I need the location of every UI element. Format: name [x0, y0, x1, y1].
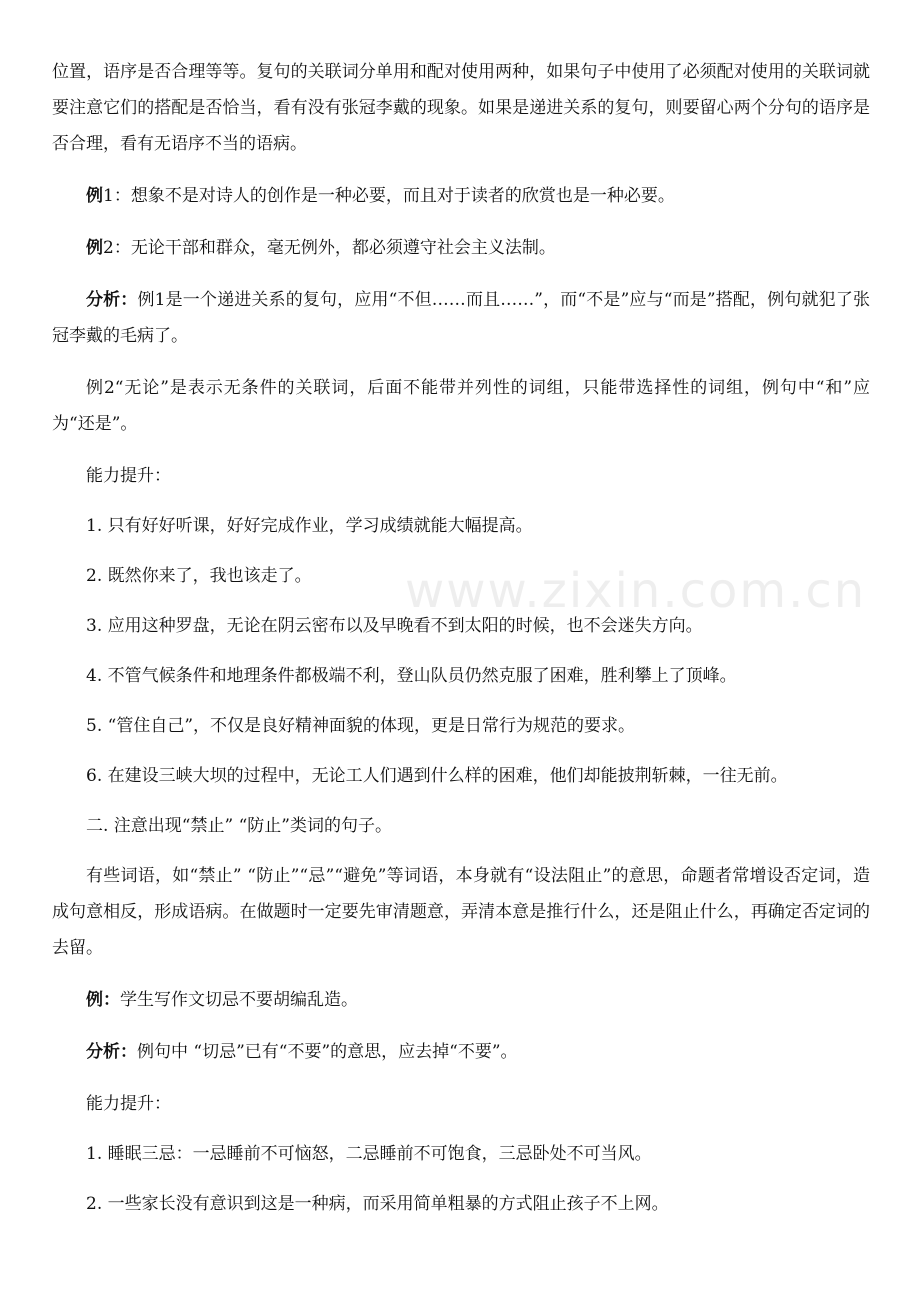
ability-heading: 能力提升：	[86, 466, 171, 486]
ability-heading: 能力提升：	[86, 1094, 171, 1114]
section-body: 有些词语，如“禁止” “防止”“忌”“避免”等词语，本身就有“设法阻止”的意思，命题者常增设否定词，造成句意相反，形成语病。在做题时一定要先审清题意，弄清本意是推行什么，还是阻止什么，再确定否定词的去留。	[52, 866, 870, 958]
list-item: 2. 一些家长没有意识到这是一种病，而采用简单粗暴的方式阻止孩子不上网。	[86, 1194, 669, 1214]
example-text: 学生写作文切忌不要胡编乱造。	[120, 990, 358, 1010]
section-heading: 二. 注意出现“禁止” “防止”类词的句子。	[86, 816, 392, 836]
example-text: 1：想象不是对诗人的创作是一种必要，而且对于读者的欣赏也是一种必要。	[103, 186, 675, 206]
list-item: 1. 只有好好听课，好好完成作业，学习成绩就能大幅提高。	[86, 516, 533, 536]
list-item: 4. 不管气候条件和地理条件都极端不利，登山队员仍然克服了困难，胜利攀上了顶峰。	[86, 666, 737, 686]
list-item: 6. 在建设三峡大坝的过程中，无论工人们遇到什么样的困难，他们却能披荆斩棘，一往无前。	[86, 766, 788, 786]
example-label: 例：	[86, 990, 120, 1010]
analysis-text: 例1是一个递进关系的复句，应用“不但……而且……”，而“不是”应与“而是”搭配，例句就犯了张冠李戴的毛病了。	[52, 290, 870, 346]
analysis-1	[52, 282, 870, 354]
list-item: 2. 既然你来了，我也该走了。	[86, 566, 312, 586]
list-item: 3. 应用这种罗盘，无论在阴云密布以及早晚看不到太阳的时候，也不会迷失方向。	[86, 616, 703, 636]
example-1	[52, 178, 870, 214]
section-example	[52, 982, 870, 1018]
example-2	[52, 230, 870, 266]
list-item: 5. “管住自己”，不仅是良好精神面貌的体现，更是日常行为规范的要求。	[86, 716, 636, 736]
section-analysis	[52, 1034, 870, 1070]
analysis-label: 分析：	[86, 290, 138, 310]
watermark: www.zixin.com.cn	[405, 563, 867, 619]
example-label: 例	[86, 238, 103, 258]
analysis-text: 例句中 “切忌”已有“不要”的意思，应去掉“不要”。	[137, 1042, 518, 1062]
list-item: 1. 睡眠三忌：一忌睡前不可恼怒，二忌睡前不可饱食，三忌卧处不可当风。	[86, 1144, 652, 1164]
document-page	[52, 54, 870, 1236]
intro-paragraph: 位置，语序是否合理等等。复句的关联词分单用和配对使用两种，如果句子中使用了必须配对使用的关联词就要注意它们的搭配是否恰当，看有没有张冠李戴的现象。如果是递进关系的复句，则要留心两个分句的语序是否合理，看有无语序不当的语病。	[52, 62, 870, 154]
analysis-label: 分析：	[86, 1042, 137, 1062]
example-label: 例	[86, 186, 103, 206]
example-text: 2：无论干部和群众，毫无例外，都必须遵守社会主义法制。	[103, 238, 556, 258]
example-2-note: 例2“无论”是表示无条件的关联词，后面不能带并列性的词组，只能带选择性的词组，例句中“和”应为“还是”。	[52, 378, 870, 434]
